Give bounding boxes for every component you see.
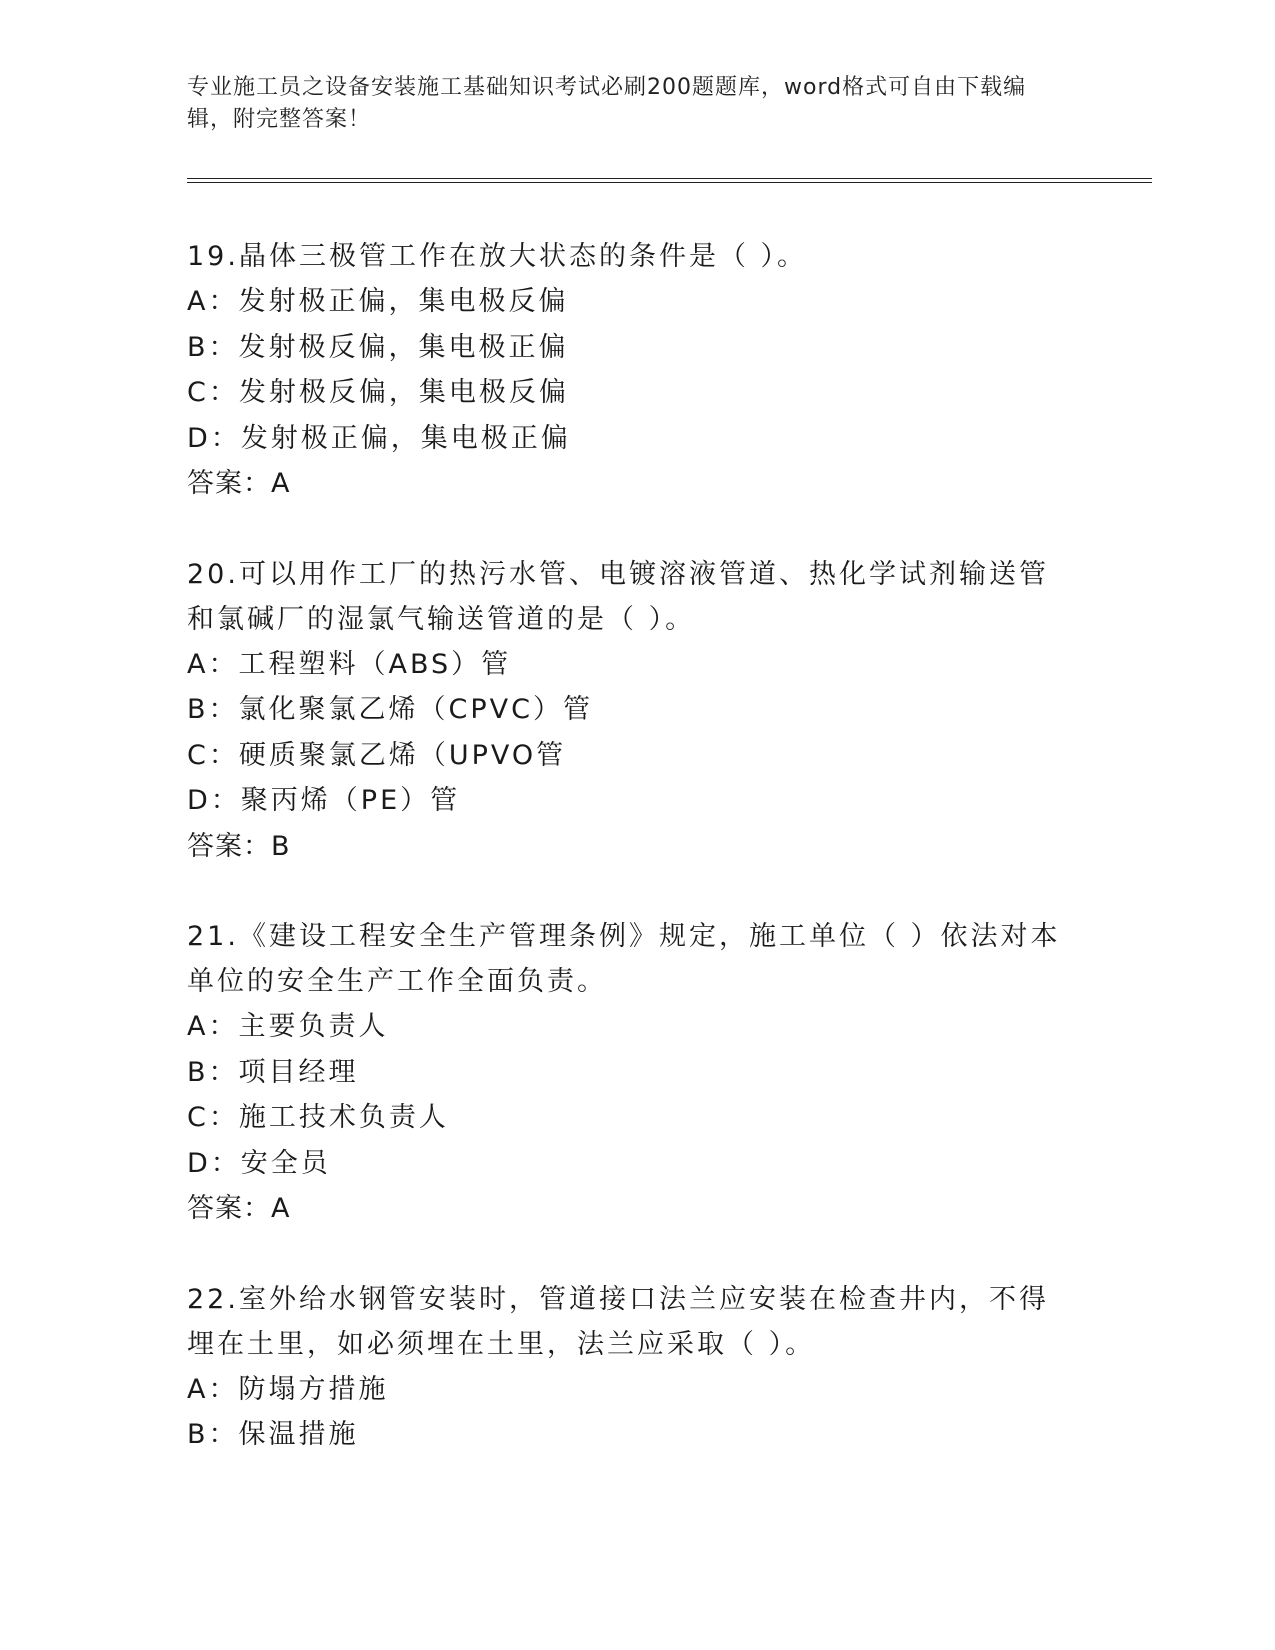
option-c: C：硬质聚氯乙烯（UPVO管 — [187, 739, 567, 771]
option-a: A：工程塑料（ABS）管 — [187, 648, 512, 680]
question-list — [187, 234, 1067, 1503]
question-stem: 22.室外给水钢管安装时，管道接口法兰应安装在检查井内，不得埋在土里，如必须埋在土里，法兰应采取（ ）。 — [187, 1283, 1049, 1360]
question-22 — [187, 1277, 1067, 1458]
option-a: A：防塌方措施 — [187, 1373, 389, 1405]
header-divider — [187, 178, 1152, 183]
question-stem: 21.《建设工程安全生产管理条例》规定，施工单位（ ）依法对本单位的安全生产工作全面负责。 — [187, 921, 1061, 997]
question-stem: 20.可以用作工厂的热污水管、电镀溶液管道、热化学试剂输送管和氯碱厂的湿氯气输送管道的是（ ）。 — [187, 558, 1049, 635]
answer-label: 答案：A — [187, 1193, 291, 1224]
question-20 — [187, 552, 1067, 870]
option-d: D：发射极正偏，集电极正偏 — [187, 422, 571, 454]
option-b: B：氯化聚氯乙烯（CPVC）管 — [187, 694, 593, 725]
option-b: B：发射极反偏，集电极正偏 — [187, 331, 569, 363]
option-d: D：安全员 — [187, 1147, 331, 1179]
answer-label: 答案：B — [187, 830, 291, 862]
option-b: B：保温措施 — [187, 1419, 359, 1450]
option-a: A：发射极正偏，集电极反偏 — [187, 286, 569, 317]
document-header: 专业施工员之设备安装施工基础知识考试必刷200题题库，word格式可自由下载编辑，附完整答案！ — [187, 75, 1027, 132]
option-c: C：发射极反偏，集电极反偏 — [187, 377, 569, 408]
option-d: D：聚丙烯（PE）管 — [187, 785, 461, 816]
answer-label: 答案：A — [187, 468, 291, 499]
question-19 — [187, 234, 1067, 507]
option-b: B：项目经理 — [187, 1056, 359, 1088]
option-a: A：主要负责人 — [187, 1011, 389, 1042]
question-stem: 19.晶体三极管工作在放大状态的条件是（ ）。 — [187, 241, 808, 272]
question-21 — [187, 914, 1067, 1232]
option-c: C：施工技术负责人 — [187, 1102, 449, 1133]
